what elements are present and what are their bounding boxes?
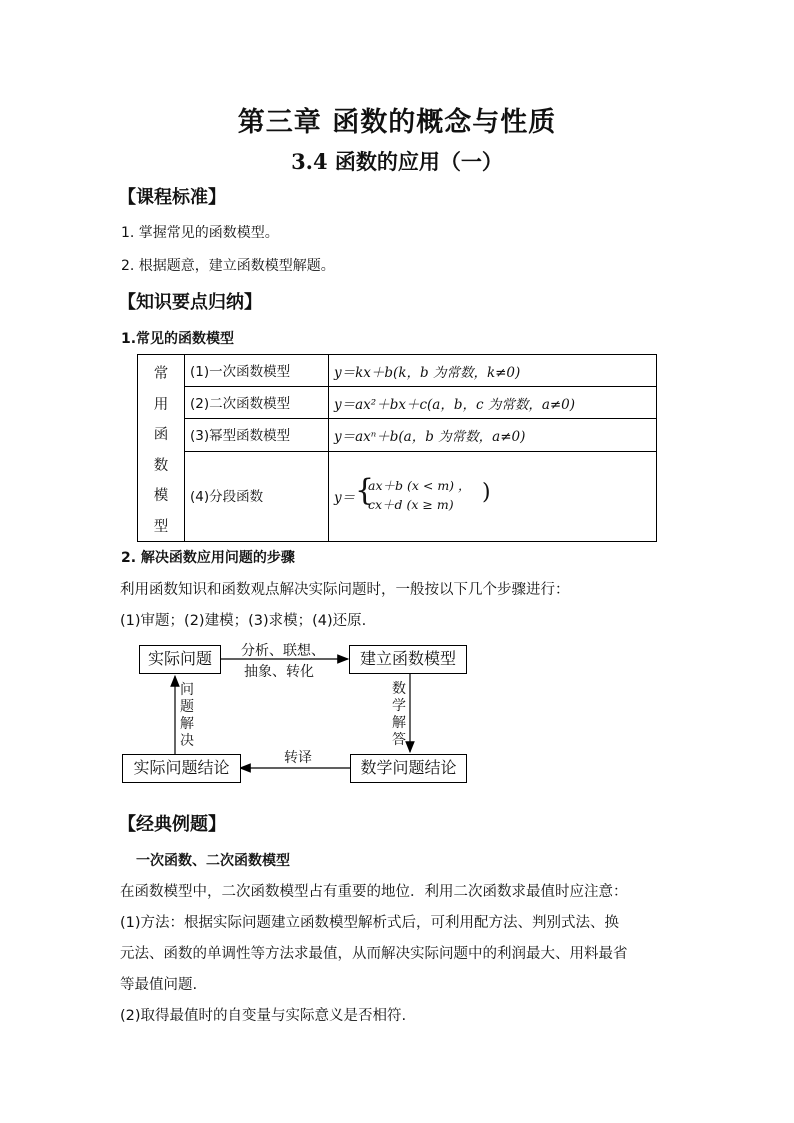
chapter-title: 第三章 函数的概念与性质 [237,107,557,138]
example-line-1: 在函数模型中，二次函数模型占有重要的地位．利用二次函数求最值时应注意： [120,884,628,900]
model-name-linear: (1)一次函数模型 [190,364,291,380]
model-name-piecewise: (4)分段函数 [190,489,264,505]
box-real-problem: 实际问题 [139,645,221,674]
steps-list: (1)审题；(2)建模；(3)求模；(4)还原. [120,613,367,629]
example-line-4: 等最值问题. [120,977,198,993]
piece-2: cx＋d (x ≥ m) [368,497,454,512]
box-real-conclusion: 实际问题结论 [122,754,241,783]
model-formula-linear: y＝kx＋b(k，b 为常数，k≠0) [334,365,521,381]
arrow-label-bottom: 转译 [284,750,312,766]
model-formula-prefix: y＝ [334,490,356,506]
example-line-3: 元法、函数的单调性等方法求最值，从而解决实际问题中的利润最大、用料最省 [120,946,628,962]
left-brace: { [355,473,375,508]
section-title: 3.4 函数的应用（一） [291,149,503,174]
course-standard-heading: 【课程标准】 [118,187,226,208]
sub-heading-steps: 2. 解决函数应用问题的步骤 [121,550,295,566]
knowledge-heading: 【知识要点归纳】 [118,292,262,313]
model-name-power: (3)幂型函数模型 [190,428,291,444]
examples-sub-heading: 一次函数、二次函数模型 [136,853,290,869]
sub-heading-models: 1.常见的函数模型 [121,331,235,347]
box-build-model: 建立函数模型 [349,645,467,674]
example-line-2: (1)方法：根据实际问题建立函数模型解析式后，可利用配方法、判别式法、换 [120,915,620,931]
arrow-label-top-1: 分析、联想、 [241,643,325,659]
arrow-label-right: 数 学 解 答 [392,681,406,748]
standard-item-1: 1. 掌握常见的函数模型。 [121,225,279,241]
table-category-label: 常 用 函 数 模 型 [153,366,169,535]
model-name-quadratic: (2)二次函数模型 [190,396,291,412]
arrow-label-top-2: 抽象、转化 [244,664,314,680]
right-paren: ) [482,480,491,505]
standard-item-2: 2. 根据题意，建立函数模型解题。 [121,258,335,274]
model-formula-quadratic: y＝ax²＋bx＋c(a，b，c 为常数，a≠0) [334,397,576,413]
examples-heading: 【经典例题】 [118,814,226,835]
example-line-5: (2)取得最值时的自变量与实际意义是否相符. [120,1008,407,1024]
piece-1: ax＋b (x < m) ， [368,478,471,493]
arrow-label-left: 问 题 解 决 [180,682,194,749]
model-formula-power: y＝axⁿ＋b(a，b 为常数，a≠0) [334,429,526,445]
steps-intro: 利用函数知识和函数观点解决实际问题时，一般按以下几个步骤进行： [120,582,570,598]
box-math-conclusion: 数学问题结论 [350,754,467,783]
